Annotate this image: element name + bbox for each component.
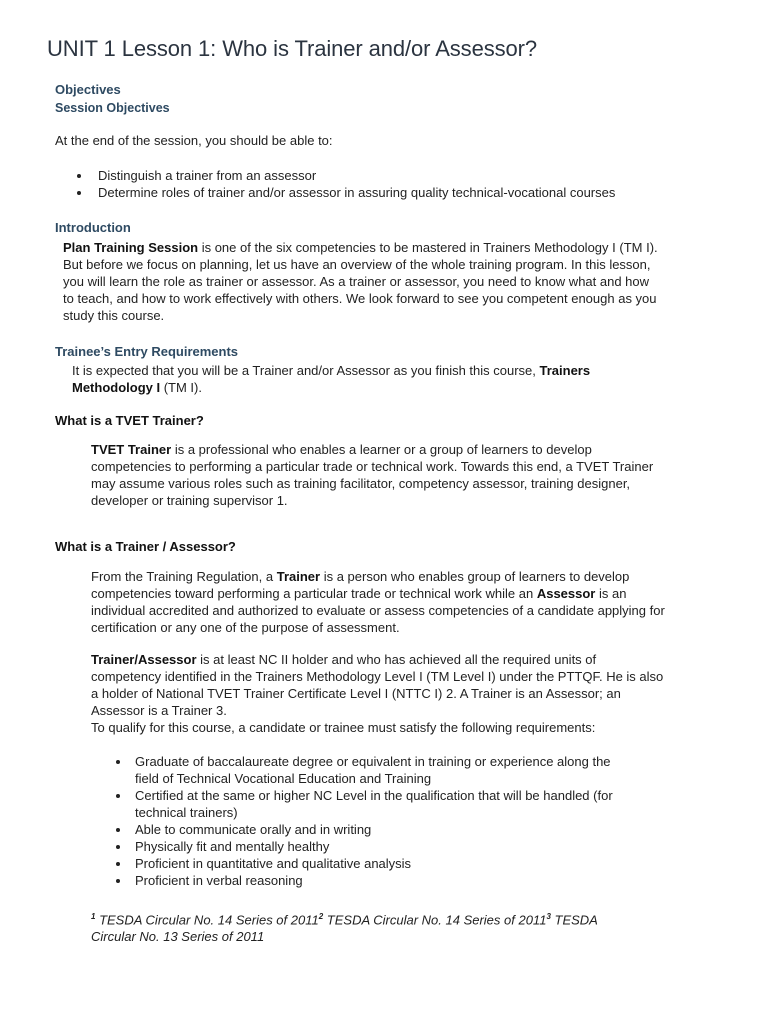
requirements-list <box>110 753 613 889</box>
trainer-assessor-paragraph-1: From the Training Regulation, a Trainer is a person who enables group of learners to develop competencies toward performing a particular trade or technical work while an Assessor is an individual accredited and authorized to evaluate or assess competencies of a candidate applying for certification or any one of the purpose of assessment. <box>91 569 665 635</box>
entry-requirements-heading: Trainee’s Entry Requirements <box>55 344 239 359</box>
entry-requirements-text: It is expected that you will be a Trainer and/or Assessor as you finish this course, Trainers Methodology I (TM I). <box>72 363 591 395</box>
objectives-heading: Objectives <box>55 82 121 97</box>
list-item-continuation: technical trainers) <box>135 805 238 820</box>
bullet-icon <box>116 794 120 798</box>
page-title: UNIT 1 Lesson 1: Who is Trainer and/or Assessor? <box>47 36 538 61</box>
objectives-list <box>74 167 615 201</box>
introduction-text: Plan Training Session is one of the six competencies to be mastered in Trainers Methodology I (TM I). But before we focus on planning, let us have an overview of the whole training program. In this lesson, you will learn the role as trainer or assessor. As a trainer or assessor, you need to know what and how to teach, and how to work effectively with others. We look forward to see you competent enough as you study this course. <box>63 240 658 323</box>
list-item: Certified at the same or higher NC Level in the qualification that will be handled (for <box>110 787 613 804</box>
list-item: Distinguish a trainer from an assessor <box>74 167 615 184</box>
tvet-trainer-heading: What is a TVET Trainer? <box>55 413 204 428</box>
objectives-intro: At the end of the session, you should be able to: <box>55 133 333 148</box>
bullet-icon <box>77 174 81 178</box>
list-item: Graduate of baccalaureate degree or equivalent in training or experience along the <box>110 753 613 770</box>
list-item: Proficient in verbal reasoning <box>110 872 613 889</box>
bullet-icon <box>116 879 120 883</box>
trainer-assessor-heading: What is a Trainer / Assessor? <box>55 539 236 554</box>
bullet-icon <box>116 760 120 764</box>
trainer-assessor-paragraph-2: Trainer/Assessor is at least NC II holder and who has achieved all the required units of competency identified in the Trainers Methodology Level I (TM Level I) under the PTTQF. He is also a holder of National TVET Trainer Certificate Level I (NTTC I) 2. A Trainer is an Assessor; an Assessor is a Trainer 3. To qualify for this course, a candidate or trainee must satisfy the following requirements: <box>91 652 664 735</box>
introduction-heading: Introduction <box>55 220 131 235</box>
bullet-icon <box>77 191 81 195</box>
footnotes: $^1$ TESDA Circular No. 14 Series of 2011$^2$ TESDA Circular No. 14 Series of 2011$^3$ TESDA Circular No. 13 Series of 2011 <box>91 912 598 945</box>
session-objectives-heading: Session Objectives <box>55 101 170 115</box>
list-item-continuation: field of Technical Vocational Education and Training <box>135 771 432 786</box>
tvet-trainer-text: TVET Trainer is a professional who enables a learner or a group of learners to develop competencies to performing a particular trade or technical work. Towards this end, a TVET Trainer may assume various roles such as training facilitator, competency assessor, training designer, developer or training supervisor 1. <box>91 442 654 508</box>
list-item: Able to communicate orally and in writing <box>110 821 613 838</box>
bullet-icon <box>116 845 120 849</box>
bullet-icon <box>116 828 120 832</box>
list-item: Proficient in quantitative and qualitative analysis <box>110 855 613 872</box>
list-item: Determine roles of trainer and/or assessor in assuring quality technical-vocational courses <box>74 184 615 201</box>
list-item: Physically fit and mentally healthy <box>110 838 613 855</box>
bullet-icon <box>116 862 120 866</box>
